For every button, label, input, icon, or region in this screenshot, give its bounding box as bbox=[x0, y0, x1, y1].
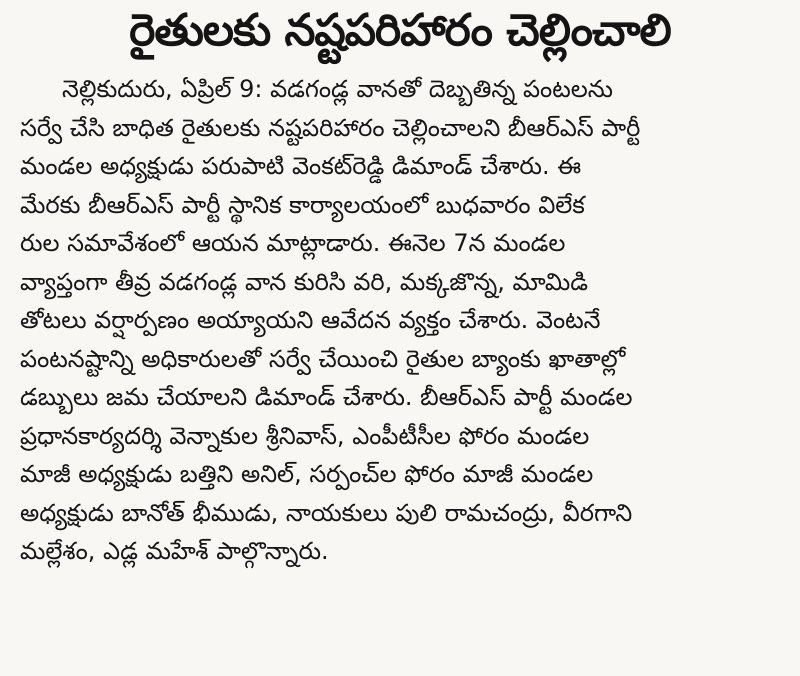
article-line: నెల్లికుదురు, ఏప్రిల్ 9: వడగండ్ల వానతో దెబ్బతిన్న పంటలను bbox=[62, 75, 613, 103]
article-line: మాజీ అధ్యక్షుడు బత్తిని అనిల్, సర్పంచ్‌ల ఫోరం మాజీ మండల bbox=[20, 460, 594, 488]
article-body bbox=[20, 70, 782, 571]
article-line: మండల అధ్యక్షుడు పరుపాటి వెంకట్‌రెడ్డి డిమాండ్ చేశారు. ఈ bbox=[20, 152, 582, 180]
article-line: వ్యాప్తంగా తీవ్ర వడగండ్ల వాన కురిసి వరి, మక్కజొన్న, మామిడి bbox=[20, 267, 588, 296]
article-line: ప్రధానకార్యదర్శి వెన్నాకుల శ్రీనివాస్, ఎంపీటీసీల ఫోరం మండల bbox=[20, 421, 590, 450]
article-line: డబ్బులు జమ చేయాలని డిమాండ్ చేశారు. బీఆర్ఎస్ పార్టీ మండల bbox=[20, 383, 633, 411]
article-line: సర్వే చేసి బాధిత రైతులకు నష్టపరిహారం చెల్లించాలని బీఆర్ఎస్ పార్టీ bbox=[20, 113, 641, 142]
article-headline: రైతులకు నష్టపరిహారం చెల్లించాలి bbox=[129, 5, 671, 56]
article-line: మల్లేశం, ఎడ్ల మహేశ్ పాల్గొన్నారు. bbox=[20, 537, 329, 565]
article-line: మేరకు బీఆర్ఎస్ పార్టీ స్థానిక కార్యాలయంలో బుధవారం విలేక bbox=[20, 190, 585, 219]
article-line: తోటలు వర్షార్పణం అయ్యాయని ఆవేదన వ్యక్తం చేశారు. వెంటనే bbox=[20, 306, 601, 334]
article-line: పంటనష్టాన్ని అధికారులతో సర్వే చేయించి రైతుల బ్యాంకు ఖాతాల్లో bbox=[20, 344, 626, 373]
article-line: రుల సమావేశంలో ఆయన మాట్లాడారు. ఈనెల 7న మండల bbox=[20, 229, 566, 257]
article-line: అధ్యక్షుడు బానోత్ భీముడు, నాయకులు పులి రామచంద్రు, వీరగాని bbox=[20, 498, 633, 527]
